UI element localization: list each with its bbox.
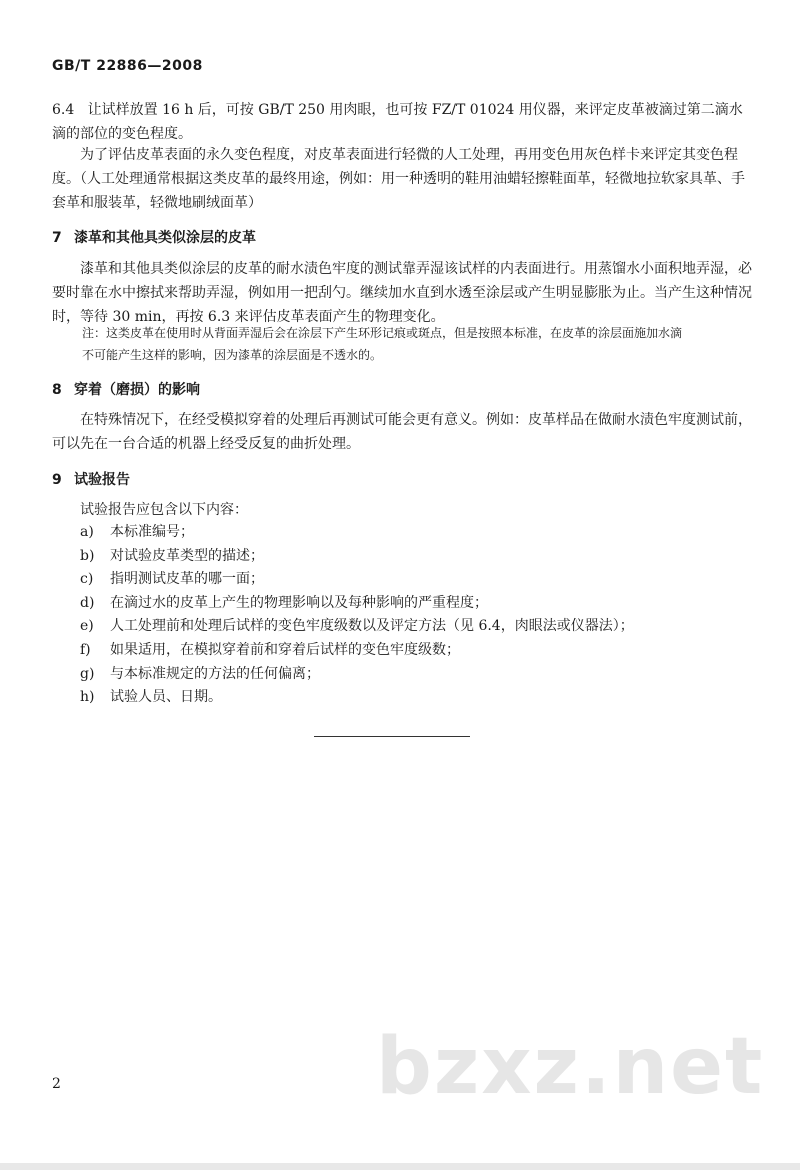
- page-number: 2: [52, 1076, 61, 1092]
- section-7-paragraph: 漆革和其他具类似涂层的皮革的耐水渍色牢度的测试靠弄湿该试样的内表面进行。用蒸馏水小面积地弄湿，必要时靠在水中擦拭来帮助弄湿，例如用一把刮勺。继续加水直到水透至涂层或产生明显膨胀为止。当产生这种情况时，等待 30 min，再按 6.3 来评估皮革表面产生的物理变化。: [52, 261, 752, 325]
- clause-number: 6.4: [52, 102, 75, 118]
- section-number: 7: [52, 230, 62, 246]
- note-line-2: 不可能产生这样的影响，因为漆革的涂层面是不透水的。: [82, 348, 383, 362]
- section-9-heading: [52, 469, 130, 489]
- section-7-note: [52, 322, 752, 344]
- note-line-1: 注：这类皮革在使用时从背面弄湿后会在涂层下产生环形记痕或斑点，但是按照本标准，在皮革的涂层面施加水滴: [82, 326, 683, 340]
- clause-6-4: [52, 98, 752, 146]
- end-of-document-rule: [314, 736, 470, 737]
- section-8-heading: [52, 379, 200, 399]
- list-item: e) 人工处理前和处理后试样的变色牢度级数以及评定方法（见 6.4，肉眼法或仪器法）；: [80, 618, 634, 635]
- standard-header: GB/T 22886—2008: [52, 58, 203, 74]
- section-number: 9: [52, 472, 62, 488]
- list-item: g) 与本标准规定的方法的任何偏离；: [80, 665, 320, 682]
- section-title: 试验报告: [74, 472, 130, 488]
- list-item: b) 对试验皮革类型的描述；: [80, 547, 264, 564]
- report-items-list: [80, 521, 634, 710]
- section-9-intro: 试验报告应包含以下内容：: [80, 502, 248, 518]
- list-item: c) 指明测试皮革的哪一面；: [80, 571, 264, 588]
- list-item: h) 试验人员、日期。: [80, 689, 222, 706]
- section-7-heading: [52, 227, 256, 247]
- section-title: 漆革和其他具类似涂层的皮革: [74, 230, 256, 246]
- list-item: f) 如果适用，在模拟穿着前和穿着后试样的变色牢度级数；: [80, 641, 460, 658]
- section-8-paragraph: 在特殊情况下，在经受模拟穿着的处理后再测试可能会更有意义。例如：皮革样品在做耐水渍色牢度测试前，可以先在一台合适的机器上经受反复的曲折处理。: [52, 412, 752, 452]
- list-item: d) 在滴过水的皮革上产生的物理影响以及每种影响的严重程度；: [80, 594, 488, 611]
- watermark: bzxz.net: [376, 1022, 765, 1112]
- section-title: 穿着（磨损）的影响: [74, 382, 200, 398]
- page-bottom-edge: [0, 1163, 800, 1170]
- clause-text: 让试样放置 16 h 后，可按 GB/T 250 用肉眼，也可按 FZ/T 01024 用仪器，来评定皮革被滴过第二滴水滴的部位的变色程度。: [52, 102, 743, 142]
- section-number: 8: [52, 382, 62, 398]
- list-item: a) 本标准编号；: [80, 524, 194, 540]
- clause-6-4-paragraph-2: 为了评估皮革表面的永久变色程度，对皮革表面进行轻微的人工处理，再用变色用灰色样卡来评定其变色程度。（人工处理通常根据这类皮革的最终用途，例如：用一种透明的鞋用油蜡轻擦鞋面革，轻微地拉软家具革、手套革和服装革，轻微地刷绒面革）: [52, 147, 745, 211]
